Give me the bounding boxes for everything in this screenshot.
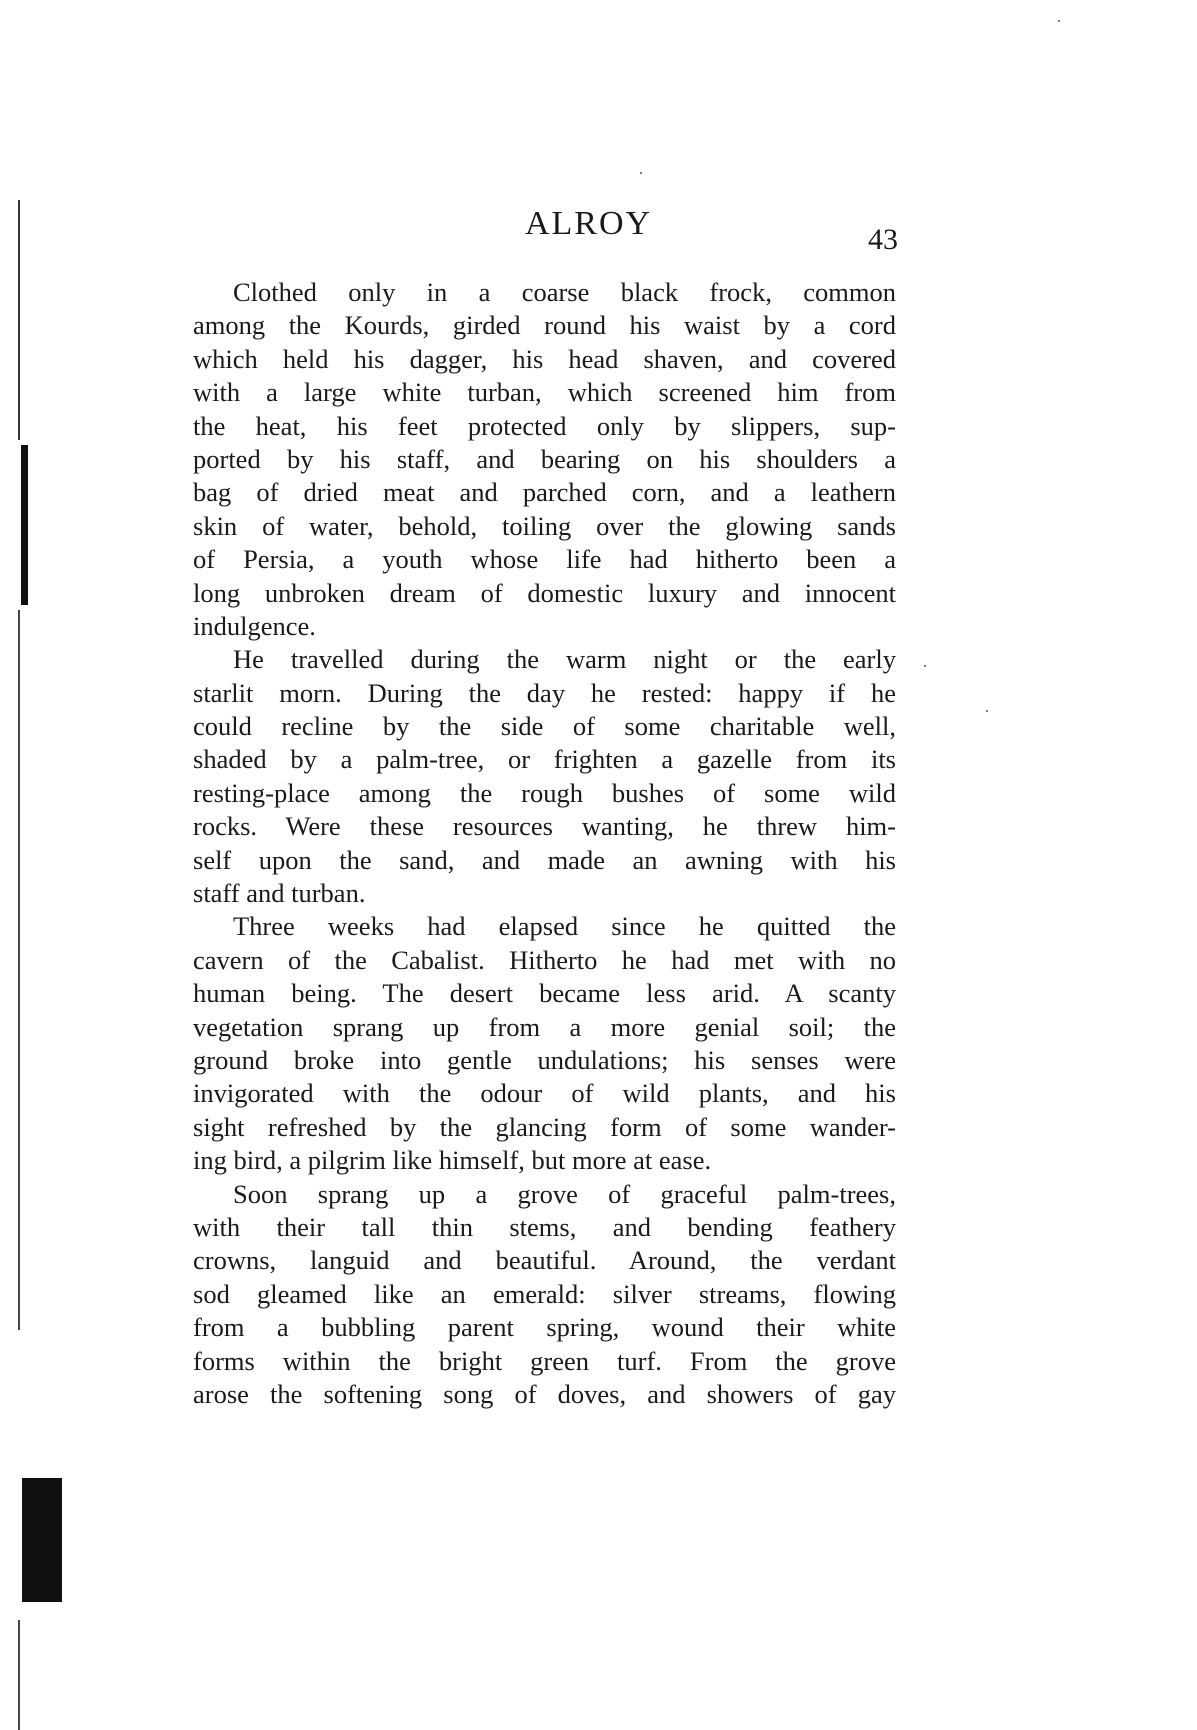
text-line: forms within the bright green turf. From the grove bbox=[193, 1345, 896, 1376]
text-line: invigorated with the odour of wild plants, and his bbox=[193, 1078, 896, 1109]
text-line: self upon the sand, and made an awning with his bbox=[193, 844, 896, 875]
running-title: ALROY bbox=[524, 205, 653, 242]
speck bbox=[986, 710, 988, 712]
text-line: starlit morn. During the day he rested: happy if he bbox=[193, 677, 896, 708]
speck bbox=[640, 172, 642, 174]
text-line: ing bird, a pilgrim like himself, but more at ease. bbox=[193, 1145, 712, 1176]
text-line: crowns, languid and beautiful. Around, the verdant bbox=[193, 1245, 896, 1276]
scan-edge-line-mid bbox=[18, 610, 20, 1330]
speck bbox=[924, 665, 926, 667]
text-line: resting-place among the rough bushes of some wild bbox=[193, 777, 896, 808]
text-line: ground broke into gentle undulations; his senses were bbox=[193, 1044, 896, 1075]
text-line: from a bubbling parent spring, wound their white bbox=[193, 1312, 896, 1343]
page-number: 43 bbox=[868, 223, 898, 256]
text-line: arose the softening song of doves, and showers of gay bbox=[193, 1378, 896, 1409]
text-line: sight refreshed by the glancing form of some wander- bbox=[193, 1111, 896, 1142]
text-line: He travelled during the warm night or the early bbox=[233, 644, 896, 675]
text-line: among the Kourds, girded round his waist by a cord bbox=[193, 310, 896, 341]
text-line: sod gleamed like an emerald: silver streams, flowing bbox=[193, 1278, 896, 1309]
text-line: staff and turban. bbox=[193, 878, 366, 909]
text-line: indulgence. bbox=[193, 610, 316, 641]
text-line: with a large white turban, which screened him from bbox=[193, 377, 896, 408]
text-line: with their tall thin stems, and bending feathery bbox=[193, 1211, 896, 1242]
text-line: which held his dagger, his head shaven, and covered bbox=[193, 343, 896, 374]
text-line: vegetation sprang up from a more genial soil; the bbox=[193, 1011, 896, 1042]
text-line: of Persia, a youth whose life had hitherto been a bbox=[193, 544, 896, 575]
text-line: could recline by the side of some charitable well, bbox=[193, 711, 896, 742]
scan-edge-mark-upper bbox=[21, 445, 28, 605]
text-line: shaded by a palm-tree, or frighten a gazelle from its bbox=[193, 744, 896, 775]
text-line: ported by his staff, and bearing on his shoulders a bbox=[193, 443, 896, 474]
text-line: bag of dried meat and parched corn, and a leathern bbox=[193, 477, 896, 508]
text-line: Soon sprang up a grove of graceful palm-trees, bbox=[233, 1178, 896, 1209]
text-line: skin of water, behold, toiling over the glowing sands bbox=[193, 510, 896, 541]
speck bbox=[1058, 20, 1060, 22]
text-line: rocks. Were these resources wanting, he threw him- bbox=[193, 811, 896, 842]
text-line: long unbroken dream of domestic luxury and innocent bbox=[193, 577, 896, 608]
text-line: the heat, his feet protected only by slippers, sup- bbox=[193, 410, 896, 441]
text-line: human being. The desert became less arid. A scanty bbox=[193, 978, 896, 1009]
scan-edge-mark-lower bbox=[22, 1478, 62, 1602]
text-line: Three weeks had elapsed since he quitted the bbox=[233, 911, 896, 942]
scan-edge-line-bottom bbox=[18, 1620, 20, 1730]
text-line: cavern of the Cabalist. Hitherto he had met with no bbox=[193, 944, 896, 975]
text-line: Clothed only in a coarse black frock, common bbox=[233, 277, 896, 307]
body-text bbox=[193, 276, 896, 1411]
